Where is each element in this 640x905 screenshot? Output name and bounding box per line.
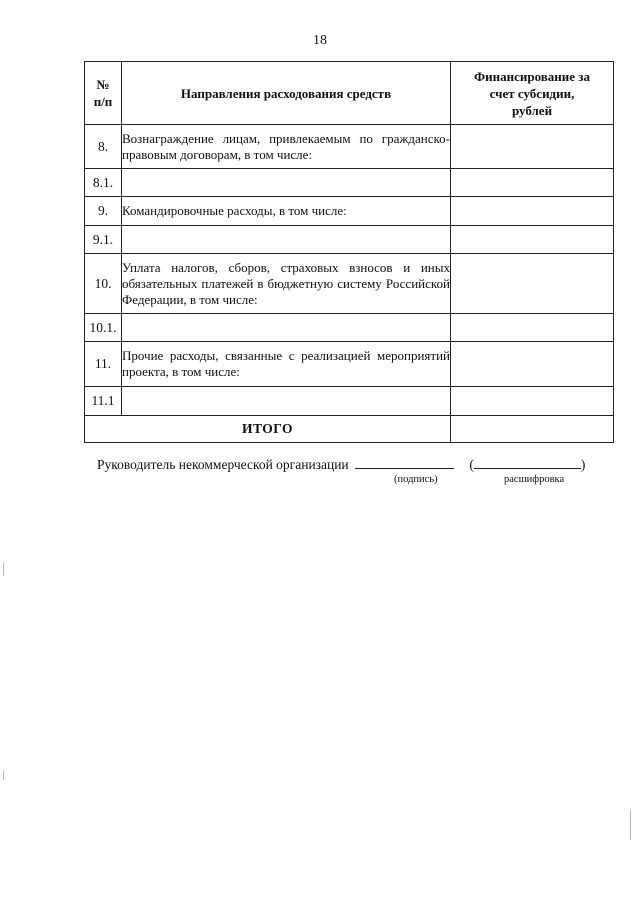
signature-caption: (подпись) bbox=[394, 474, 438, 485]
table-row bbox=[85, 387, 614, 416]
row-direction: Уплата налогов, сборов, страховых взносов и иных обязательных платежей в бюджетную систему Российской Федерации, в том числе: bbox=[122, 254, 451, 314]
row-direction: Вознаграждение лицам, привлекаемым по гражданско-правовым договорам, в том числе: bbox=[122, 125, 451, 169]
row-direction: Командировочные расходы, в том числе: bbox=[122, 197, 451, 226]
header-direction: Направления расходования средств bbox=[122, 62, 451, 125]
total-label: ИТОГО bbox=[85, 416, 451, 443]
row-financing-cell[interactable] bbox=[451, 254, 614, 314]
open-paren: ( bbox=[469, 457, 474, 472]
signature-line[interactable] bbox=[355, 456, 454, 469]
row-financing-cell[interactable] bbox=[451, 387, 614, 416]
row-direction[interactable] bbox=[122, 314, 451, 342]
row-number: 10.1. bbox=[85, 314, 122, 342]
header-num: № п/п bbox=[85, 62, 122, 125]
row-direction[interactable] bbox=[122, 387, 451, 416]
row-financing-cell[interactable] bbox=[451, 342, 614, 387]
table-row bbox=[85, 226, 614, 254]
row-number: 11. bbox=[85, 342, 122, 387]
signature-label: Руководитель некоммерческой организации bbox=[97, 457, 349, 472]
scan-edge-mark bbox=[3, 562, 4, 576]
table-row bbox=[85, 197, 614, 226]
table-row bbox=[85, 314, 614, 342]
close-paren: ) bbox=[580, 457, 586, 472]
expense-table bbox=[84, 61, 614, 443]
row-financing-cell[interactable] bbox=[451, 197, 614, 226]
table-row bbox=[85, 342, 614, 387]
row-financing-cell[interactable] bbox=[451, 169, 614, 197]
table-row bbox=[85, 169, 614, 197]
row-direction[interactable] bbox=[122, 226, 451, 254]
row-financing-cell[interactable] bbox=[451, 314, 614, 342]
table-row bbox=[85, 254, 614, 314]
header-financing: Финансирование за счет субсидии, рублей bbox=[451, 62, 614, 125]
decode-caption: расшифровка bbox=[504, 474, 565, 485]
row-direction[interactable] bbox=[122, 169, 451, 197]
row-financing-cell[interactable] bbox=[451, 125, 614, 169]
row-financing-cell[interactable] bbox=[451, 226, 614, 254]
signature-block bbox=[97, 456, 585, 473]
row-number: 11.1 bbox=[85, 387, 122, 416]
row-number: 9.1. bbox=[85, 226, 122, 254]
scan-edge-mark bbox=[630, 810, 631, 840]
row-number: 9. bbox=[85, 197, 122, 226]
total-financing-cell[interactable] bbox=[451, 416, 614, 443]
decode-line[interactable] bbox=[474, 456, 581, 469]
scan-edge-mark bbox=[3, 770, 4, 780]
table-header-row bbox=[85, 62, 614, 125]
total-row bbox=[85, 416, 614, 443]
page-number: 18 bbox=[313, 33, 327, 48]
table-row bbox=[85, 125, 614, 169]
row-direction: Прочие расходы, связанные с реализацией мероприятий проекта, в том числе: bbox=[122, 342, 451, 387]
row-number: 8. bbox=[85, 125, 122, 169]
row-number: 8.1. bbox=[85, 169, 122, 197]
row-number: 10. bbox=[85, 254, 122, 314]
